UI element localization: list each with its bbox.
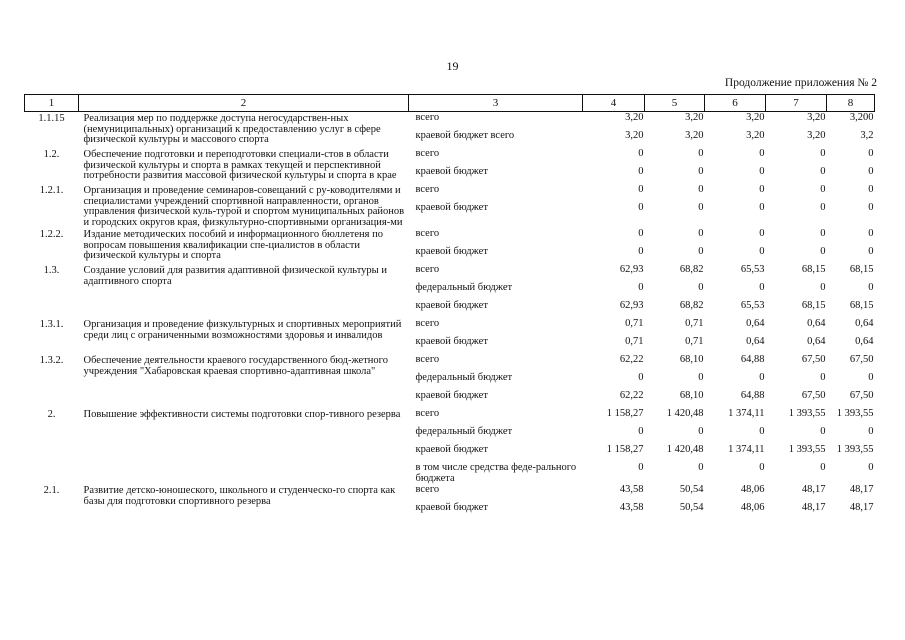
header-cell-7: 7 [766, 95, 827, 112]
value-cell-year-3: 3,20 [746, 130, 765, 141]
funding-source: краевой бюджет [415, 202, 488, 213]
row-number: 1.2.2. [39, 229, 64, 240]
value-cell-year-3: 0 [759, 228, 765, 239]
value-cell-year-5: 48,17 [849, 502, 874, 513]
value-cell-year-4: 0,64 [807, 336, 826, 347]
value-line [412, 228, 878, 246]
row-values [409, 408, 875, 484]
value-cell-year-1: 43,58 [619, 484, 644, 495]
value-cell-year-2: 1 420,48 [666, 444, 704, 455]
row-number: 1.2. [43, 149, 60, 160]
value-cell-year-3: 0 [759, 202, 765, 213]
value-line [412, 354, 878, 372]
table-row [25, 354, 875, 408]
row-number: 1.3.2. [39, 355, 64, 366]
value-cell-year-4: 3,20 [807, 112, 826, 123]
row-name-text: Реализация мер по поддержке доступа негосударствен-ных (немуниципальных) организаций к предоставлению услуг в сфере физической культуры и массового спорта [83, 113, 381, 145]
value-cell-year-1: 62,22 [619, 390, 644, 401]
row-values [409, 264, 875, 318]
table-row [25, 184, 875, 228]
table-row [25, 408, 875, 484]
value-cell-year-2: 0 [698, 282, 704, 293]
value-cell-year-4: 1 393,55 [788, 444, 826, 455]
header-cell-3: 3 [409, 95, 583, 112]
value-line [412, 336, 878, 354]
value-cell-year-4: 68,15 [801, 300, 826, 311]
value-cell-year-5: 1 393,55 [836, 408, 874, 419]
header-cell-1: 1 [25, 95, 79, 112]
value-cell-year-4: 0 [820, 148, 826, 159]
value-cell-year-3: 0 [759, 372, 765, 383]
value-cell-year-5: 0,64 [855, 318, 874, 329]
funding-source: краевой бюджет всего [415, 130, 515, 141]
value-cell-year-2: 0,71 [685, 318, 704, 329]
funding-source: краевой бюджет [415, 390, 488, 401]
value-line [412, 372, 878, 390]
row-number: 2.1. [43, 485, 60, 496]
value-cell-year-3: 0 [759, 166, 765, 177]
value-cell-year-5: 0 [868, 148, 874, 159]
funding-source: всего [415, 148, 440, 159]
value-line [412, 462, 878, 484]
value-cell-year-1: 0 [638, 426, 644, 437]
value-cell-year-3: 1 374,11 [728, 408, 765, 419]
value-cell-year-3: 0 [759, 282, 765, 293]
table-row [25, 318, 875, 354]
value-line [412, 264, 878, 282]
value-cell-year-3: 1 374,11 [728, 444, 765, 455]
value-cell-year-1: 0 [638, 372, 644, 383]
value-cell-year-4: 68,15 [801, 264, 826, 275]
value-line [412, 282, 878, 300]
value-cell-year-3: 0,64 [746, 336, 765, 347]
row-values [409, 228, 875, 264]
row-values [409, 184, 875, 228]
row-values [409, 318, 875, 354]
funding-source: краевой бюджет [415, 336, 488, 347]
row-name-text: Обеспечение деятельности краевого государственного бюд-жетного учреждения "Хабаровская краевая спортивно-адаптивная школа" [83, 355, 388, 377]
value-cell-year-1: 43,58 [619, 502, 644, 513]
value-cell-year-3: 65,53 [740, 264, 765, 275]
row-number: 1.1.15 [38, 113, 65, 124]
value-cell-year-2: 68,82 [679, 264, 704, 275]
value-cell-year-4: 48,17 [801, 502, 826, 513]
value-line [412, 318, 878, 336]
value-cell-year-2: 0,71 [685, 336, 704, 347]
value-cell-year-1: 0 [638, 166, 644, 177]
value-cell-year-4: 3,20 [807, 130, 826, 141]
header-cell-6: 6 [705, 95, 766, 112]
value-cell-year-1: 62,93 [619, 300, 644, 311]
value-cell-year-2: 0 [698, 202, 704, 213]
value-cell-year-4: 0 [820, 246, 826, 257]
value-cell-year-3: 0,64 [746, 318, 765, 329]
value-cell-year-4: 0 [820, 282, 826, 293]
funding-source: в том числе средства феде-рального бюджета [415, 462, 577, 484]
value-line [412, 408, 878, 426]
value-cell-year-3: 48,06 [740, 502, 765, 513]
value-cell-year-1: 62,93 [619, 264, 644, 275]
row-values [409, 484, 875, 520]
value-cell-year-2: 1 420,48 [666, 408, 704, 419]
budget-table [24, 94, 875, 520]
funding-source: всего [415, 484, 440, 495]
value-cell-year-5: 1 393,55 [836, 444, 874, 455]
header-cell-2: 2 [79, 95, 409, 112]
value-line [412, 112, 878, 130]
value-cell-year-5: 3,2 [860, 130, 874, 141]
value-cell-year-2: 0 [698, 228, 704, 239]
value-line [412, 130, 878, 148]
table-row [25, 484, 875, 520]
value-cell-year-2: 0 [698, 462, 704, 473]
funding-source: всего [415, 184, 440, 195]
table-row [25, 264, 875, 318]
funding-source: федеральный бюджет [415, 426, 513, 437]
value-cell-year-4: 0 [820, 166, 826, 177]
value-line [412, 184, 878, 202]
row-number: 1.3.1. [39, 319, 64, 330]
value-line [412, 390, 878, 408]
value-cell-year-3: 0 [759, 246, 765, 257]
value-cell-year-4: 0 [820, 202, 826, 213]
value-cell-year-3: 0 [759, 184, 765, 195]
value-cell-year-2: 3,20 [685, 112, 704, 123]
value-cell-year-2: 50,54 [679, 484, 704, 495]
funding-source: всего [415, 264, 440, 275]
funding-source: краевой бюджет [415, 246, 488, 257]
value-cell-year-4: 1 393,55 [788, 408, 826, 419]
value-cell-year-5: 0,64 [855, 336, 874, 347]
value-cell-year-3: 0 [759, 148, 765, 159]
value-cell-year-2: 0 [698, 426, 704, 437]
value-cell-year-2: 68,10 [679, 390, 704, 401]
value-cell-year-2: 0 [698, 372, 704, 383]
row-values [409, 354, 875, 408]
value-cell-year-1: 0 [638, 282, 644, 293]
value-cell-year-1: 1 158,27 [606, 408, 644, 419]
value-cell-year-2: 68,82 [679, 300, 704, 311]
value-cell-year-4: 0 [820, 462, 826, 473]
value-cell-year-2: 0 [698, 166, 704, 177]
value-cell-year-1: 0 [638, 246, 644, 257]
funding-source: краевой бюджет [415, 166, 488, 177]
value-cell-year-2: 3,20 [685, 130, 704, 141]
funding-source: краевой бюджет [415, 502, 488, 513]
value-cell-year-5: 3,200 [849, 112, 874, 123]
page-number: 19 [446, 59, 459, 73]
funding-source: всего [415, 354, 440, 365]
value-cell-year-2: 0 [698, 246, 704, 257]
row-name-text: Создание условий для развития адаптивной физической культуры и адаптивного спорта [83, 265, 387, 287]
value-cell-year-5: 0 [868, 202, 874, 213]
value-cell-year-5: 0 [868, 282, 874, 293]
value-line [412, 502, 878, 520]
value-cell-year-5: 67,50 [849, 354, 874, 365]
value-cell-year-4: 0 [820, 228, 826, 239]
value-cell-year-5: 0 [868, 246, 874, 257]
row-name [79, 484, 409, 520]
value-cell-year-1: 0 [638, 462, 644, 473]
value-line [412, 484, 878, 502]
value-cell-year-1: 0 [638, 202, 644, 213]
header-cell-4: 4 [583, 95, 645, 112]
value-cell-year-3: 64,88 [740, 354, 765, 365]
row-name-text: Издание методических пособий и информационного бюллетеня по вопросам повышения квалификации спе-циалистов в области физической культуры и спорта [83, 229, 383, 261]
value-cell-year-5: 0 [868, 166, 874, 177]
value-cell-year-4: 0 [820, 184, 826, 195]
value-cell-year-2: 0 [698, 184, 704, 195]
value-cell-year-1: 0 [638, 148, 644, 159]
row-values [409, 112, 875, 149]
funding-source: всего [415, 112, 440, 123]
value-cell-year-4: 0,64 [807, 318, 826, 329]
funding-source: федеральный бюджет [415, 372, 513, 383]
value-cell-year-1: 0 [638, 184, 644, 195]
value-cell-year-3: 3,20 [746, 112, 765, 123]
value-cell-year-1: 0 [638, 228, 644, 239]
value-cell-year-1: 62,22 [619, 354, 644, 365]
value-cell-year-5: 0 [868, 462, 874, 473]
row-name-text: Обеспечение подготовки и переподготовки специали-стов в области физической культуры и спорта в рамках текущей и перспективной потребности развития массовой физической культуры и спорта в крае [83, 149, 397, 181]
value-cell-year-1: 0,71 [625, 336, 644, 347]
table-row [25, 112, 875, 149]
value-cell-year-2: 0 [698, 148, 704, 159]
value-cell-year-1: 0,71 [625, 318, 644, 329]
value-line [412, 444, 878, 462]
table-header [25, 95, 875, 112]
header-cell-5: 5 [645, 95, 705, 112]
row-name [79, 112, 409, 149]
row-name-text: Организация и проведение семинаров-совещаний с ру-ководителями и специалистами учреждений спортивной направленности, органов управления физической куль-турой и спортом муниципальных районов и городских округов края, физкультурно-спортивными организация-ми [83, 185, 405, 228]
value-cell-year-1: 3,20 [625, 112, 644, 123]
value-line [412, 300, 878, 318]
value-cell-year-2: 50,54 [679, 502, 704, 513]
value-cell-year-5: 67,50 [849, 390, 874, 401]
table-row [25, 148, 875, 184]
row-name-text: Развитие детско-юношеского, школьного и студенческо-го спорта как базы для подготовки спортивного резерва [83, 485, 396, 507]
value-cell-year-4: 67,50 [801, 354, 826, 365]
value-cell-year-1: 1 158,27 [606, 444, 644, 455]
row-number: 1.2.1. [39, 185, 64, 196]
row-name [79, 148, 409, 184]
value-cell-year-5: 68,15 [849, 264, 874, 275]
value-line [412, 166, 878, 184]
funding-source: краевой бюджет [415, 444, 488, 455]
funding-source: федеральный бюджет [415, 282, 513, 293]
value-cell-year-4: 48,17 [801, 484, 826, 495]
value-cell-year-1: 3,20 [625, 130, 644, 141]
value-cell-year-3: 64,88 [740, 390, 765, 401]
value-cell-year-2: 68,10 [679, 354, 704, 365]
value-line [412, 202, 878, 220]
value-cell-year-5: 0 [868, 184, 874, 195]
funding-source: краевой бюджет [415, 300, 488, 311]
table-body [25, 112, 875, 521]
table-row [25, 228, 875, 264]
row-name [79, 184, 409, 228]
row-values [409, 148, 875, 184]
row-name-text: Организация и проведение физкультурных и спортивных мероприятий среди лиц с ограниченными возможностями здоровья и инвалидов [83, 319, 402, 341]
row-name [79, 318, 409, 354]
funding-source: всего [415, 228, 440, 239]
value-cell-year-4: 0 [820, 372, 826, 383]
header-cell-8: 8 [827, 95, 875, 112]
row-name [79, 408, 409, 484]
row-number: 1.3. [43, 265, 60, 276]
value-cell-year-5: 0 [868, 228, 874, 239]
value-cell-year-3: 48,06 [740, 484, 765, 495]
funding-source: всего [415, 318, 440, 329]
row-name [79, 354, 409, 408]
value-cell-year-3: 0 [759, 462, 765, 473]
value-line [412, 426, 878, 444]
value-cell-year-5: 0 [868, 372, 874, 383]
value-line [412, 148, 878, 166]
value-line [412, 246, 878, 264]
value-cell-year-4: 0 [820, 426, 826, 437]
row-name [79, 228, 409, 264]
value-cell-year-3: 0 [759, 426, 765, 437]
value-cell-year-5: 0 [868, 426, 874, 437]
value-cell-year-3: 65,53 [740, 300, 765, 311]
row-name-text: Повышение эффективности системы подготовки спор-тивного резерва [83, 409, 401, 420]
row-number: 2. [47, 409, 56, 420]
funding-source: всего [415, 408, 440, 419]
value-cell-year-4: 67,50 [801, 390, 826, 401]
value-cell-year-5: 48,17 [849, 484, 874, 495]
row-name [79, 264, 409, 318]
appendix-label: Продолжение приложения № 2 [724, 77, 877, 89]
value-cell-year-5: 68,15 [849, 300, 874, 311]
